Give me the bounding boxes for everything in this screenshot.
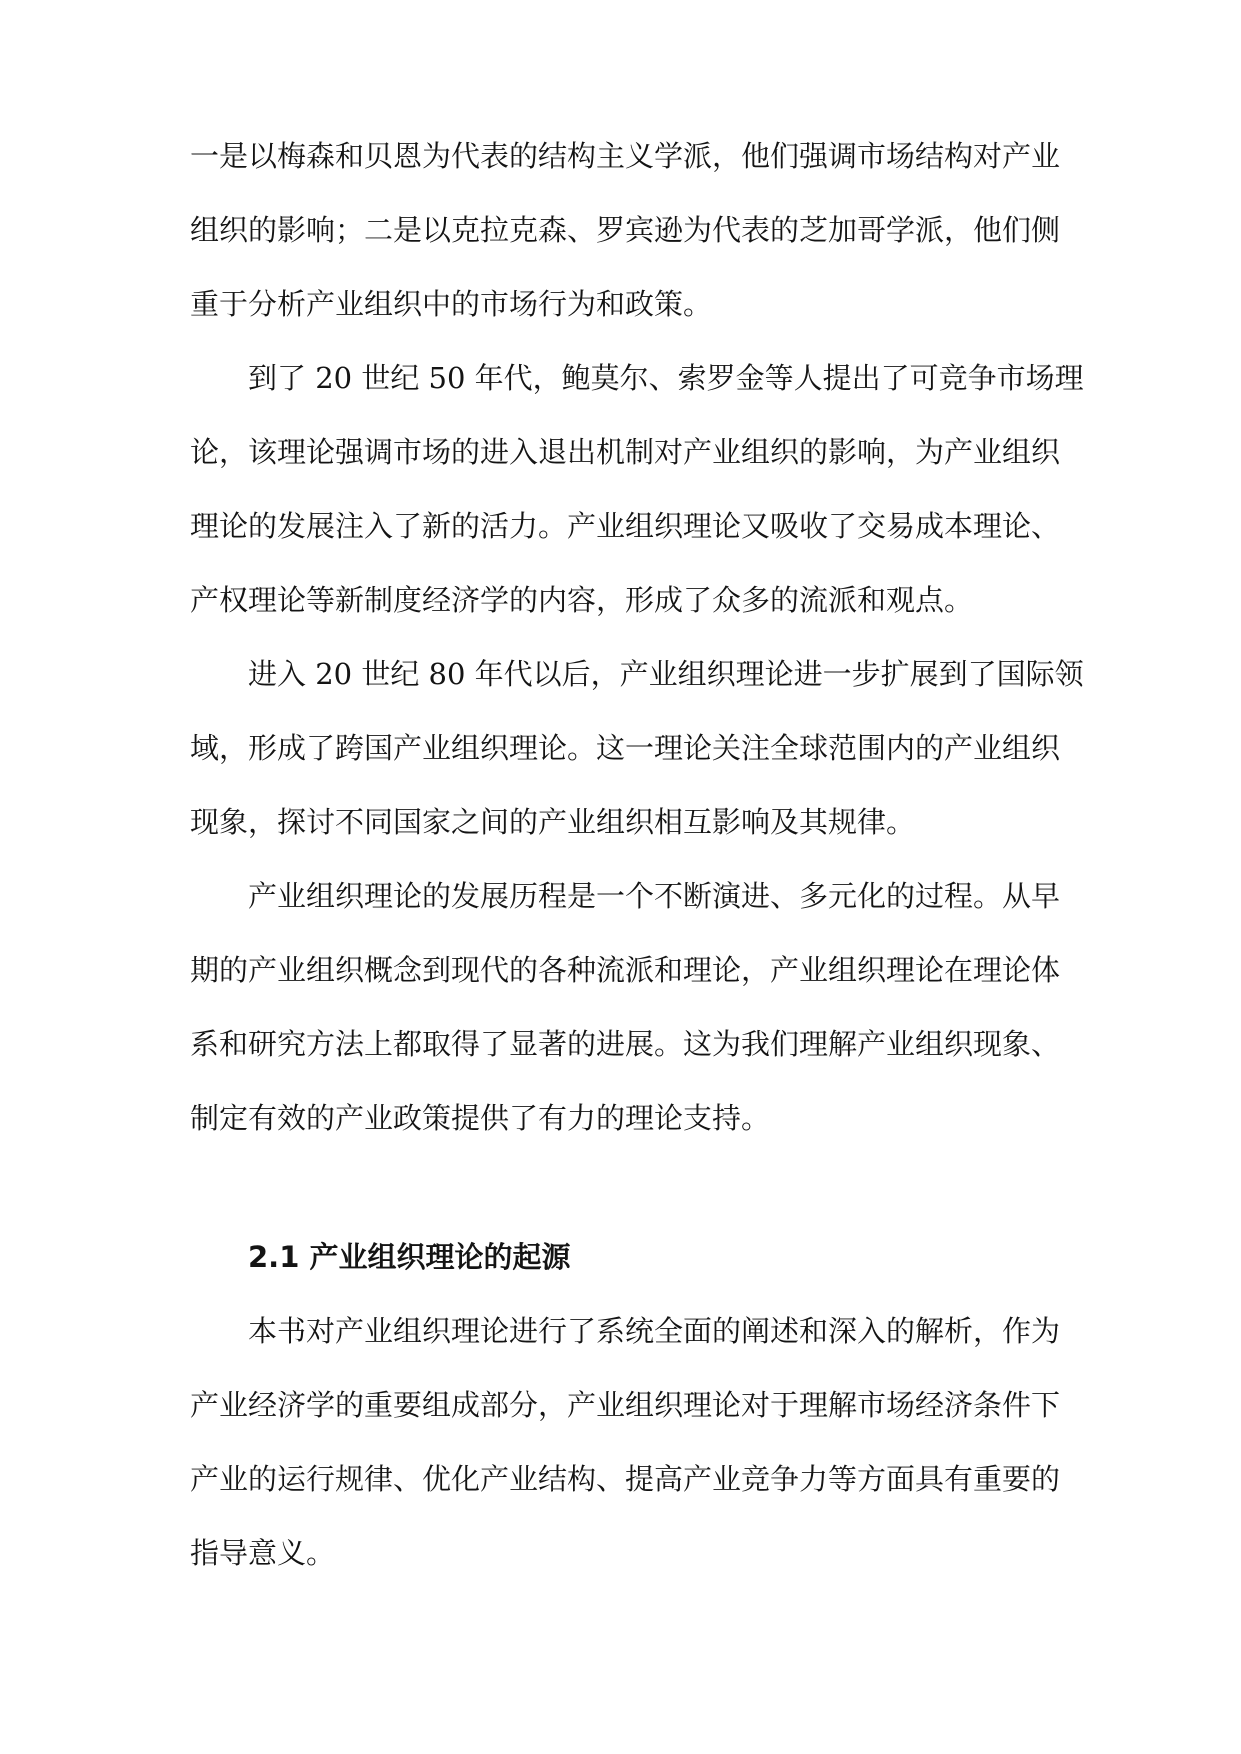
text-line: 现象，探讨不同国家之间的产业组织相互影响及其规律。	[190, 805, 916, 839]
section-heading: 2.1 产业组织理论的起源	[248, 1240, 571, 1274]
text-line: 制定有效的产业政策提供了有力的理论支持。	[190, 1101, 771, 1135]
text-line: 理论的发展注入了新的活力。产业组织理论又吸收了交易成本理论、	[190, 509, 1061, 543]
text-line: 指导意义。	[190, 1536, 336, 1570]
text-line: 一是以梅森和贝恩为代表的结构主义学派，他们强调市场结构对产业	[190, 139, 1061, 173]
text-line: 论，该理论强调市场的进入退出机制对产业组织的影响，为产业组织	[190, 435, 1061, 469]
text-line: 系和研究方法上都取得了显著的进展。这为我们理解产业组织现象、	[190, 1027, 1061, 1061]
text-line: 产权理论等新制度经济学的内容，形成了众多的流派和观点。	[190, 583, 974, 617]
text-line: 产业组织理论的发展历程是一个不断演进、多元化的过程。从早	[248, 879, 1061, 913]
text-line: 域，形成了跨国产业组织理论。这一理论关注全球范围内的产业组织	[190, 731, 1061, 765]
text-line: 重于分析产业组织中的市场行为和政策。	[190, 287, 713, 321]
text-line: 进入 20 世纪 80 年代以后，产业组织理论进一步扩展到了国际领	[248, 657, 1084, 691]
text-line: 本书对产业组织理论进行了系统全面的阐述和深入的解析，作为	[248, 1314, 1061, 1348]
text-line: 产业的运行规律、优化产业结构、提高产业竞争力等方面具有重要的	[190, 1462, 1061, 1496]
text-line: 组织的影响；二是以克拉克森、罗宾逊为代表的芝加哥学派，他们侧	[190, 213, 1061, 247]
text-line: 期的产业组织概念到现代的各种流派和理论，产业组织理论在理论体	[190, 953, 1061, 987]
text-line: 产业经济学的重要组成部分，产业组织理论对于理解市场经济条件下	[190, 1388, 1061, 1422]
text-line: 到了 20 世纪 50 年代，鲍莫尔、索罗金等人提出了可竞争市场理	[248, 361, 1084, 395]
